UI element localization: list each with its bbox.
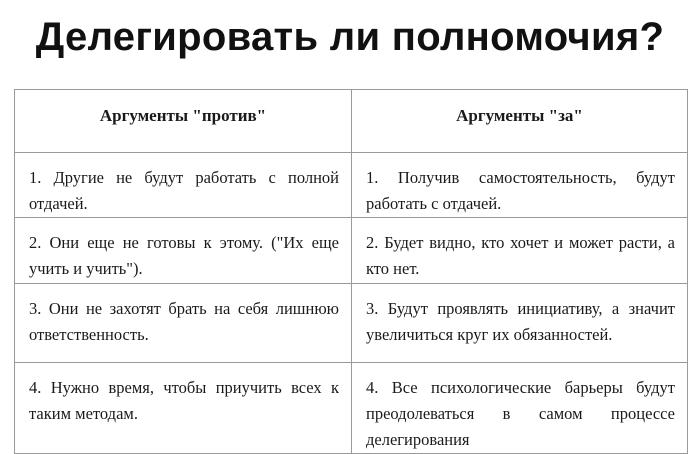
- cell-for: 4. Все психологические барьеры будут преодолеваться в самом процессе делегирования: [352, 363, 688, 454]
- cell-for: 3. Будут проявлять инициативу, а значит увеличиться круг их обязанностей.: [352, 284, 688, 363]
- cell-for: 1. Получив самостоятельность, будут работать с отдачей.: [352, 153, 688, 218]
- header-against: Аргументы "против": [15, 90, 352, 153]
- table-row: [15, 218, 688, 284]
- cell-against: 4. Нужно время, чтобы приучить всех к таким методам.: [15, 363, 352, 454]
- table-header-row: [15, 90, 688, 153]
- header-for: Аргументы "за": [352, 90, 688, 153]
- page-title: Делегировать ли полномочия?: [35, 15, 665, 59]
- table-row: [15, 284, 688, 363]
- cell-against: 3. Они не захотят брать на себя лишнюю ответственность.: [15, 284, 352, 363]
- cell-for: 2. Будет видно, кто хочет и может расти, а кто нет.: [352, 218, 688, 284]
- table-row: [15, 153, 688, 218]
- cell-against: 1. Другие не будут работать с полной отдачей.: [15, 153, 352, 218]
- arguments-table: [14, 89, 688, 454]
- cell-against: 2. Они еще не готовы к этому. ("Их еще учить и учить").: [15, 218, 352, 284]
- table-row: [15, 363, 688, 454]
